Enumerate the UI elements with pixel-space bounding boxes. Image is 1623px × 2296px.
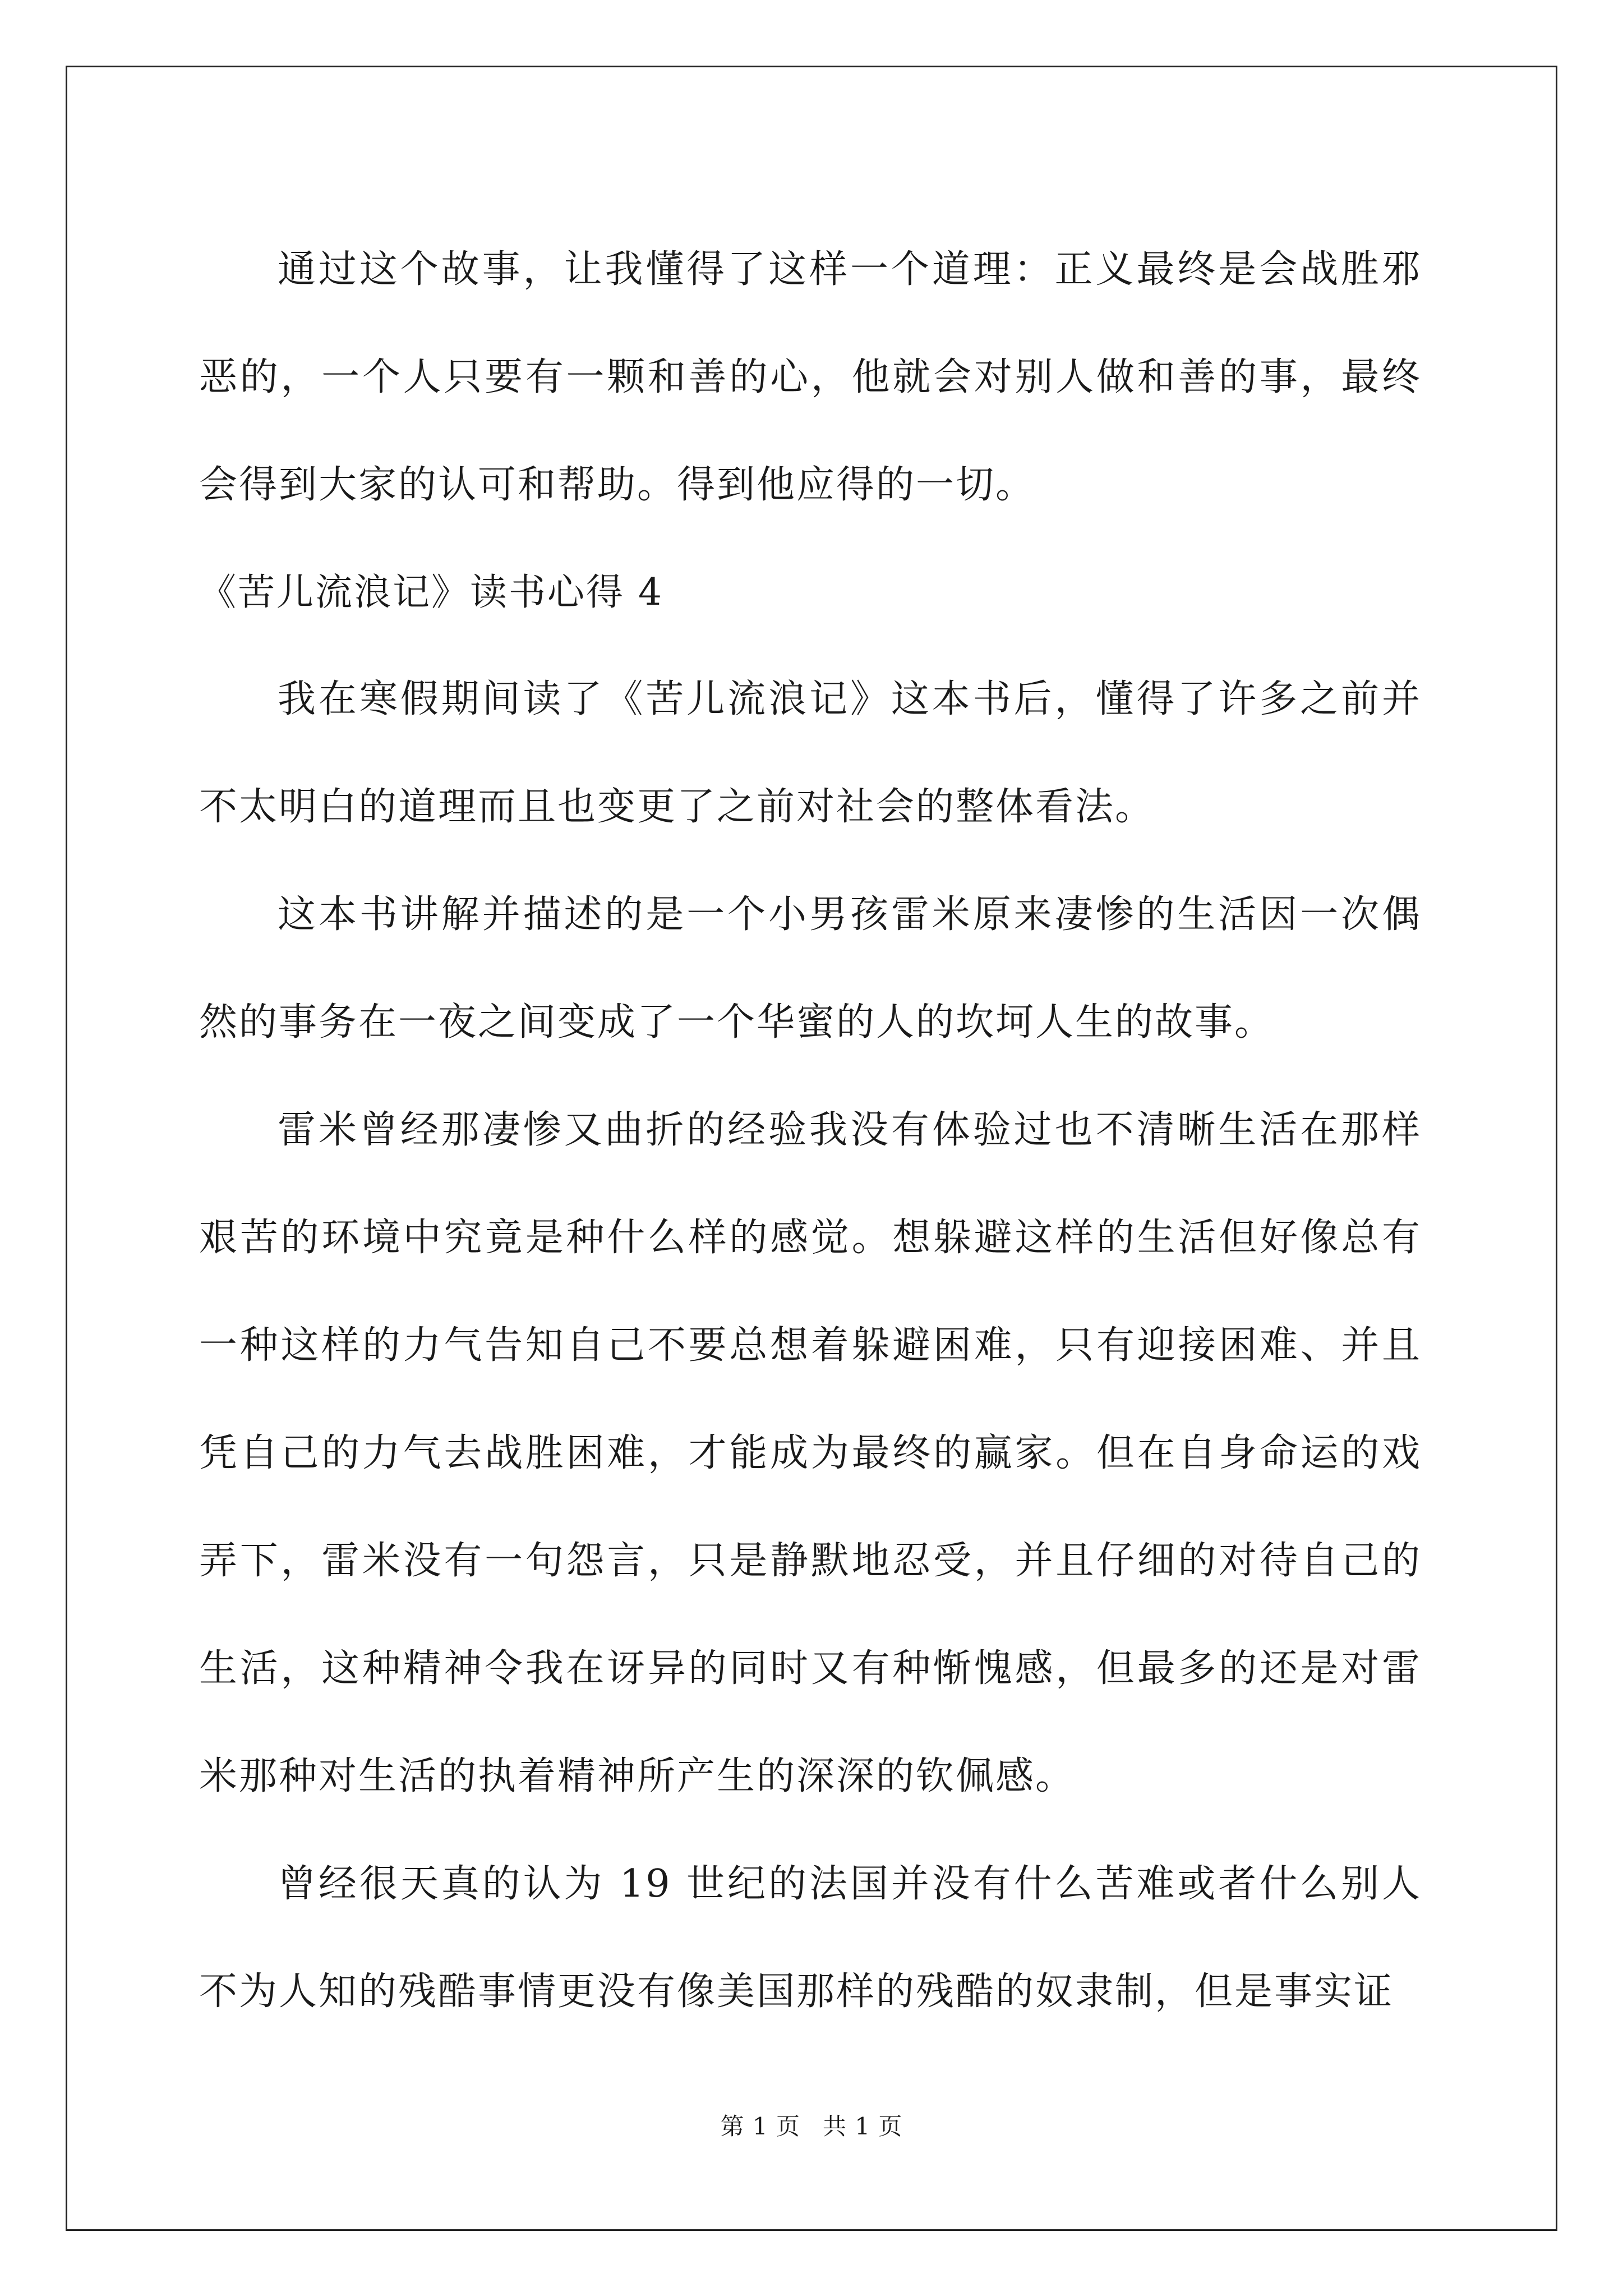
paragraph-reflection: 雷米曾经那凄惨又曲折的经验我没有体验过也不清晰生活在那样艰苦的环境中究竟是种什么样的感觉。想躲避这样的生活但好像总有一种这样的力气告知自己不要总想着躲避困难，只有迎接困难、并且凭自己的力气去战胜困难，才能成为最终的赢家。但在自身命运的戏弄下，雷米没有一句怨言，只是静默地忍受，并且仔细的对待自己的生活，这种精神令我在讶异的同时又有种惭愧感，但最多的还是对雷米那种对生活的执着精神所产生的深深的钦佩感。 — [199, 1108, 1422, 1798]
page-footer — [0, 2108, 1623, 2142]
paragraph-intro: 我在寒假期间读了《苦儿流浪记》这本书后，懂得了许多之前并不太明白的道理而且也变更了之前对社会的整体看法。 — [199, 677, 1422, 829]
page-total: 共 1 页 — [823, 2113, 903, 2140]
paragraph-history: 曾经很天真的认为 19 世纪的法国并没有什么苦难或者什么别人不为人知的残酷事情更没有像美国那样的残酷的奴隶制，但是事实证 — [199, 1862, 1422, 2014]
document-body — [199, 216, 1422, 2046]
paragraph-conclusion: 通过这个故事，让我懂得了这样一个道理：正义最终是会战胜邪恶的，一个人只要有一颗和善的心，他就会对别人做和善的事，最终会得到大家的认可和帮助。得到他应得的一切。 — [199, 247, 1422, 507]
section-heading: 《苦儿流浪记》读书心得 4 — [199, 570, 663, 614]
paragraph-summary: 这本书讲解并描述的是一个小男孩雷米原来凄惨的生活因一次偶然的事务在一夜之间变成了一个华蜜的人的坎坷人生的故事。 — [199, 892, 1422, 1045]
page-number: 第 1 页 — [720, 2113, 800, 2140]
